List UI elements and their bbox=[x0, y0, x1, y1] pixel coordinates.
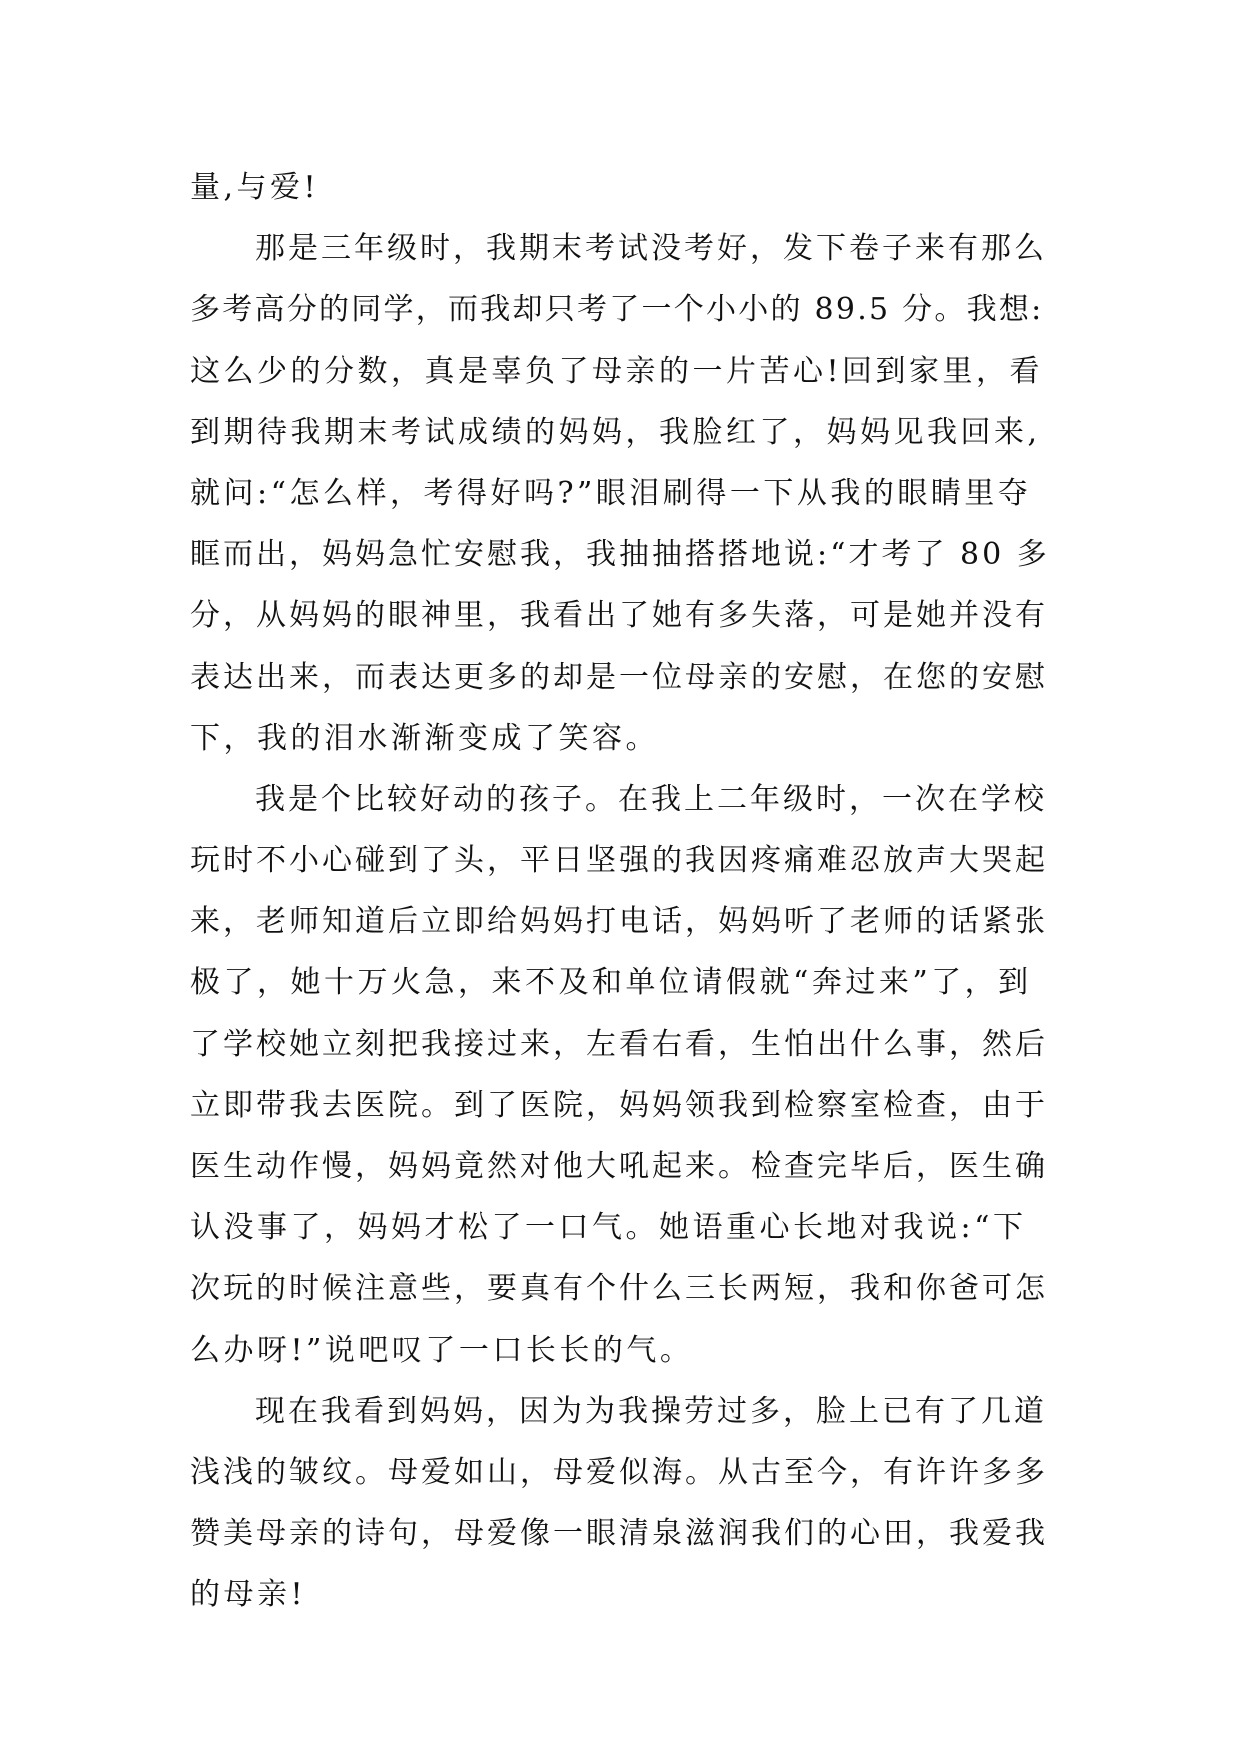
text-line: 的母亲! bbox=[190, 1577, 307, 1613]
text-line: 量,与爱! bbox=[190, 170, 320, 205]
text-line: 认没事了，妈妈才松了一口气。她语重心长地对我说:“下 bbox=[190, 1210, 1027, 1246]
text-line: 现在我看到妈妈，因为为我操劳过多，脸上已有了几道 bbox=[255, 1393, 1047, 1429]
text-line: 下，我的泪水渐渐变成了笑容。 bbox=[190, 720, 659, 756]
text-line: 表达出来，而表达更多的却是一位母亲的安慰，在您的安慰 bbox=[190, 659, 1048, 695]
text-line: 就问:“怎么样，考得好吗?”眼泪刷得一下从我的眼睛里夺 bbox=[190, 475, 1032, 511]
text-line: 了学校她立刻把我接过来，左看右看，生怕出什么事，然后 bbox=[190, 1026, 1048, 1062]
text-line: 分，从妈妈的眼神里，我看出了她有多失落，可是她并没有 bbox=[190, 598, 1048, 634]
text-line: 这么少的分数，真是辜负了母亲的一片苦心!回到家里，看 bbox=[190, 353, 1044, 389]
text-line: 极了，她十万火急，来不及和单位请假就“奔过来”了，到 bbox=[190, 965, 1032, 1001]
text-line: 多考高分的同学，而我却只考了一个小小的 89.5 分。我想: bbox=[190, 292, 1044, 328]
text-line: 我是个比较好动的孩子。在我上二年级时，一次在学校 bbox=[255, 781, 1047, 817]
text-line: 玩时不小心碰到了头，平日坚强的我因疼痛难忍放声大哭起 bbox=[190, 843, 1048, 879]
text-line: 浅浅的皱纹。母爱如山，母爱似海。从古至今，有许许多多 bbox=[190, 1454, 1048, 1490]
document-body bbox=[190, 157, 1050, 1626]
text-line: 那是三年级时，我期末考试没考好，发下卷子来有那么 bbox=[255, 231, 1047, 267]
text-line: 么办呀!”说吧叹了一口长长的气。 bbox=[190, 1332, 694, 1368]
text-line: 眶而出，妈妈急忙安慰我，我抽抽搭搭地说:“才考了 80 多 bbox=[190, 537, 1050, 573]
text-line: 医生动作慢，妈妈竟然对他大吼起来。检查完毕后，医生确 bbox=[190, 1149, 1048, 1184]
text-line: 到期待我期末考试成绩的妈妈，我脸红了，妈妈见我回来, bbox=[190, 414, 1041, 450]
text-line: 来，老师知道后立即给妈妈打电话，妈妈听了老师的话紧张 bbox=[190, 904, 1048, 940]
text-line: 赞美母亲的诗句，母爱像一眼清泉滋润我们的心田，我爱我 bbox=[190, 1516, 1048, 1552]
text-line: 次玩的时候注意些，要真有个什么三长两短，我和你爸可怎 bbox=[190, 1271, 1048, 1307]
text-line: 立即带我去医院。到了医院，妈妈领我到检察室检查，由于 bbox=[190, 1087, 1048, 1123]
